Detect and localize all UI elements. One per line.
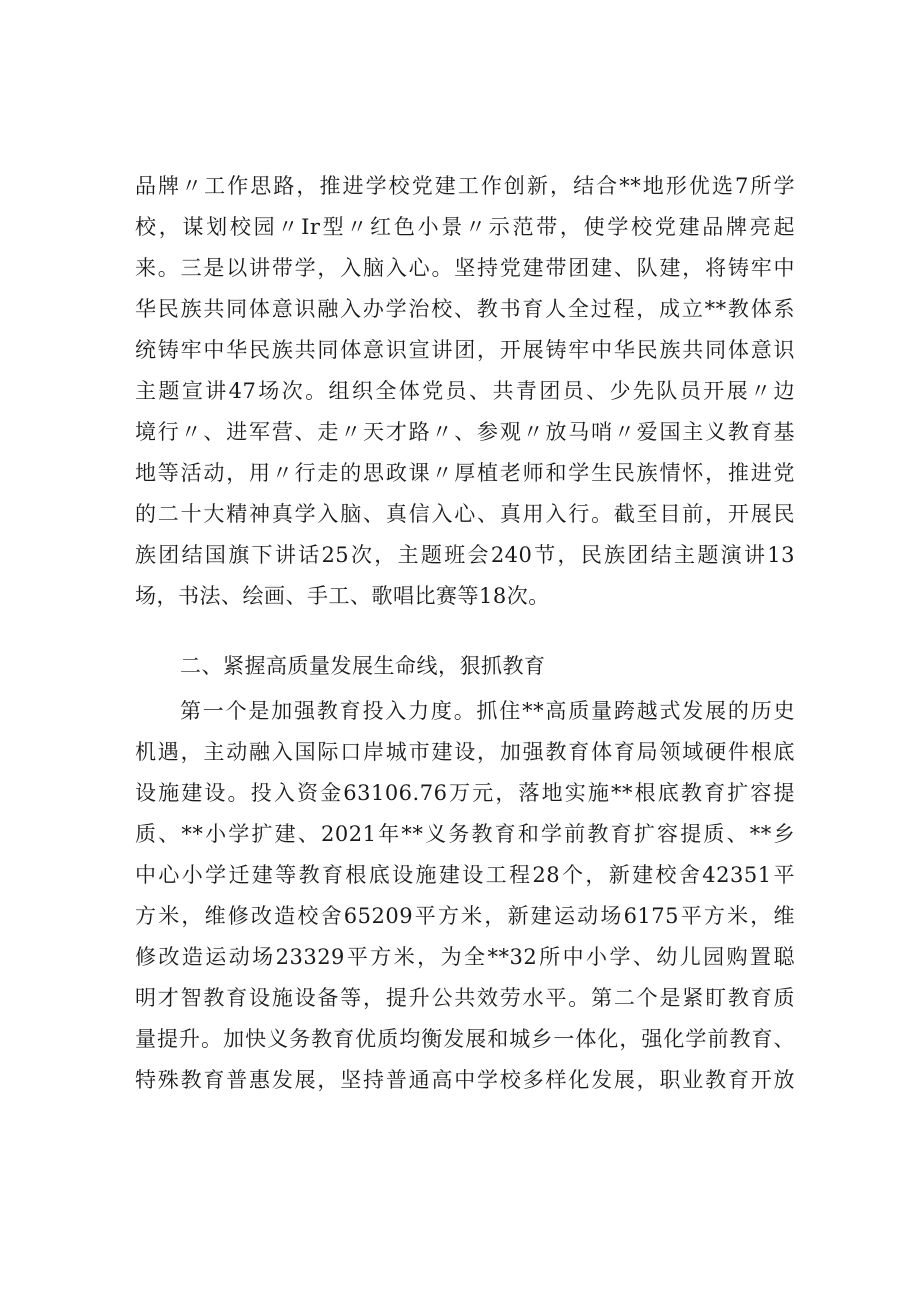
text-line: 品牌〃工作思路，推进学校党建工作创新，结合**地形优选7所学 [135,174,795,198]
text-line: 主题宣讲47场次。组织全体党员、共青团员、少先队员开展〃边 [135,379,795,403]
text-line: 境行〃、进军营、走〃天才路〃、参观〃放马哨〃爱国主义教育基 [135,420,795,444]
text-line: 中心小学迁建等教育根底设施建设工程28个，新建校舍42351平 [135,863,795,887]
paragraph-education-investment [135,691,795,1101]
text-line: 特殊教育普惠发展，坚持普通高中学校多样化发展，职业教育开放 [135,1068,795,1092]
text-line: 方米，维修改造校舍65209平方米，新建运动场6175平方米，维 [135,904,795,928]
text-line: 族团结国旗下讲话25次，主题班会240节，民族团结主题演讲13 [135,543,795,567]
text-line: 质、**小学扩建、2021年**义务教育和学前教育扩容提质、**乡 [135,822,795,846]
paragraph-party-building [135,166,795,617]
text-line: 场，书法、绘画、手工、歌唱比赛等18次。 [135,584,550,608]
text-line: 地等活动，用〃行走的思政课〃厚植老师和学生民族情怀，推进党 [135,461,795,485]
text-line: 统铸牢中华民族共同体意识宣讲团，开展铸牢中华民族共同体意识 [135,338,795,362]
text-line: 明才智教育设施设备等，提升公共效劳水平。第二个是紧盯教育质 [135,986,795,1010]
text-line: 来。三是以讲带学，入脑入心。坚持党建带团建、队建，将铸牢中 [135,256,795,280]
text-line: 的二十大精神真学入脑、真信入心、真用入行。截至目前，开展民 [135,502,795,526]
text-line: 设施建设。投入资金63106.76万元，落地实施**根底教育扩容提 [135,781,795,805]
text-line: 第一个是加强教育投入力度。抓住**高质量跨越式发展的历史 [180,699,795,723]
text-line: 机遇，主动融入国际口岸城市建设，加强教育体育局领域硬件根底 [135,740,795,764]
text-line: 华民族共同体意识融入办学治校、教书育人全过程，成立**教体系 [135,297,795,321]
text-line: 修改造运动场23329平方米，为全**32所中小学、幼儿园购置聪 [135,945,795,969]
text-line: 量提升。加快义务教育优质均衡发展和城乡一体化，强化学前教育、 [135,1027,795,1051]
text-line: 校，谋划校园〃Ir型〃红色小景〃示范带，使学校党建品牌亮起 [135,215,795,239]
section-heading: 二、紧握高质量发展生命线，狠抓教育 [180,654,546,678]
